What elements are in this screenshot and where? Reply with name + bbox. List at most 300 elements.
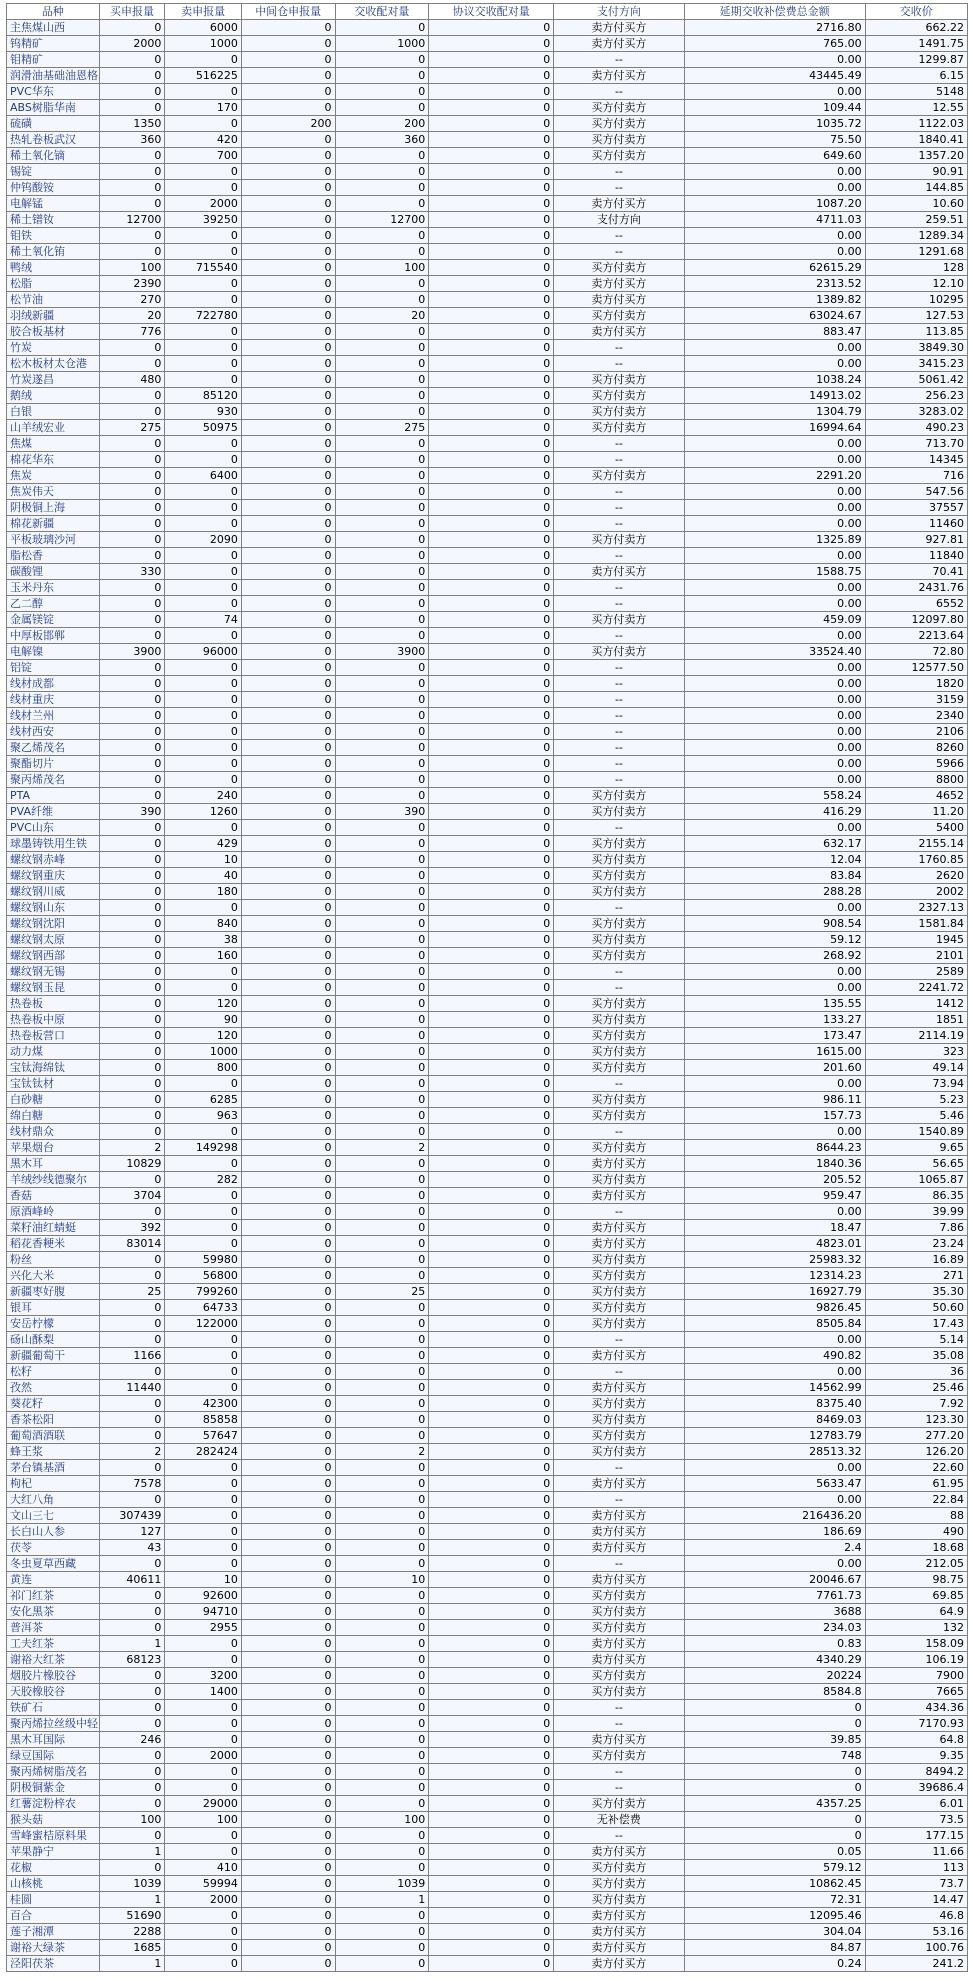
- variety-cell: 祁门红茶: [7, 1588, 100, 1604]
- intermediate-declared-cell: 0: [241, 836, 335, 852]
- payment-direction-cell: 买方付卖方: [554, 1684, 684, 1700]
- agreement-matched-cell: 0: [429, 932, 554, 948]
- delivery-matched-cell: 0: [335, 1316, 429, 1332]
- compensation-total-cell: 201.60: [684, 1060, 865, 1076]
- compensation-total-cell: 0.00: [684, 980, 865, 996]
- delivery-matched-cell: 0: [335, 148, 429, 164]
- delivery-matched-cell: 0: [335, 1780, 429, 1796]
- intermediate-declared-cell: 0: [241, 1012, 335, 1028]
- delivery-matched-cell: 0: [335, 692, 429, 708]
- compensation-total-cell: 0.83: [684, 1636, 865, 1652]
- delivery-price-cell: 1291.68: [865, 244, 967, 260]
- payment-direction-cell: --: [554, 692, 684, 708]
- table-row: [7, 1028, 968, 1044]
- agreement-matched-cell: 0: [429, 164, 554, 180]
- agreement-matched-cell: 0: [429, 1316, 554, 1332]
- delivery-price-cell: 12.10: [865, 276, 967, 292]
- buy-declared-cell: 0: [99, 516, 165, 532]
- variety-cell: 银耳: [7, 1300, 100, 1316]
- intermediate-declared-cell: 0: [241, 852, 335, 868]
- payment-direction-cell: --: [554, 84, 684, 100]
- buy-declared-cell: 83014: [99, 1236, 165, 1252]
- variety-cell: 螺纹钢沈阳: [7, 916, 100, 932]
- intermediate-declared-cell: 0: [241, 292, 335, 308]
- buy-declared-cell: 43: [99, 1540, 165, 1556]
- table-row: [7, 1124, 968, 1140]
- payment-direction-cell: 买方付卖方: [554, 1620, 684, 1636]
- delivery-price-cell: 50.60: [865, 1300, 967, 1316]
- delivery-price-cell: 3849.30: [865, 340, 967, 356]
- compensation-total-cell: 0.00: [684, 660, 865, 676]
- table-row: [7, 1476, 968, 1492]
- delivery-price-cell: 1491.75: [865, 36, 967, 52]
- payment-direction-cell: 买方付卖方: [554, 1604, 684, 1620]
- delivery-price-cell: 69.85: [865, 1588, 967, 1604]
- agreement-matched-cell: 0: [429, 692, 554, 708]
- delivery-price-cell: 73.5: [865, 1812, 967, 1828]
- sell-declared-cell: 2000: [165, 1892, 241, 1908]
- delivery-matched-cell: 0: [335, 884, 429, 900]
- delivery-matched-cell: 0: [335, 1428, 429, 1444]
- compensation-total-cell: 0: [684, 1764, 865, 1780]
- variety-cell: 稻花香粳米: [7, 1236, 100, 1252]
- sell-declared-cell: 0: [165, 292, 241, 308]
- buy-declared-cell: 0: [99, 724, 165, 740]
- agreement-matched-cell: 0: [429, 1444, 554, 1460]
- variety-cell: 中厚板邯郸: [7, 628, 100, 644]
- delivery-price-cell: 3415.23: [865, 356, 967, 372]
- variety-cell: 螺纹钢重庆: [7, 868, 100, 884]
- payment-direction-cell: 买方付卖方: [554, 1284, 684, 1300]
- buy-declared-cell: 2000: [99, 36, 165, 52]
- sell-declared-cell: 0: [165, 1220, 241, 1236]
- table-row: [7, 1588, 968, 1604]
- payment-direction-cell: --: [554, 772, 684, 788]
- agreement-matched-cell: 0: [429, 1188, 554, 1204]
- delivery-matched-cell: 0: [335, 452, 429, 468]
- delivery-matched-cell: 0: [335, 596, 429, 612]
- table-row: [7, 1748, 968, 1764]
- compensation-total-cell: 1615.00: [684, 1044, 865, 1060]
- payment-direction-cell: 卖方付买方: [554, 1924, 684, 1940]
- delivery-price-cell: 70.41: [865, 564, 967, 580]
- agreement-matched-cell: 0: [429, 804, 554, 820]
- agreement-matched-cell: 0: [429, 820, 554, 836]
- variety-cell: 新疆葡萄干: [7, 1348, 100, 1364]
- delivery-matched-cell: 0: [335, 84, 429, 100]
- sell-declared-cell: 0: [165, 564, 241, 580]
- col-header-delivery-price: 交收价: [865, 4, 967, 20]
- table-row: [7, 1060, 968, 1076]
- buy-declared-cell: 0: [99, 1396, 165, 1412]
- agreement-matched-cell: 0: [429, 1380, 554, 1396]
- variety-cell: 乙二醇: [7, 596, 100, 612]
- payment-direction-cell: 买方付卖方: [554, 468, 684, 484]
- table-row: [7, 372, 968, 388]
- delivery-matched-cell: 0: [335, 1716, 429, 1732]
- payment-direction-cell: --: [554, 340, 684, 356]
- compensation-total-cell: 1389.82: [684, 292, 865, 308]
- buy-declared-cell: 0: [99, 772, 165, 788]
- agreement-matched-cell: 0: [429, 1652, 554, 1668]
- compensation-total-cell: 4823.01: [684, 1236, 865, 1252]
- payment-direction-cell: --: [554, 164, 684, 180]
- delivery-matched-cell: 0: [335, 1540, 429, 1556]
- payment-direction-cell: 买方付卖方: [554, 836, 684, 852]
- variety-cell: 花椒: [7, 1860, 100, 1876]
- table-row: [7, 532, 968, 548]
- compensation-total-cell: 0.00: [684, 900, 865, 916]
- intermediate-declared-cell: 0: [241, 1396, 335, 1412]
- delivery-price-cell: 17.43: [865, 1316, 967, 1332]
- delivery-price-cell: 10.60: [865, 196, 967, 212]
- delivery-price-cell: 2106: [865, 724, 967, 740]
- variety-cell: 润滑油基础油恩格: [7, 68, 100, 84]
- intermediate-declared-cell: 0: [241, 1732, 335, 1748]
- delivery-matched-cell: 0: [335, 1252, 429, 1268]
- sell-declared-cell: 0: [165, 1348, 241, 1364]
- table-row: [7, 1668, 968, 1684]
- delivery-price-cell: 7.86: [865, 1220, 967, 1236]
- variety-cell: 螺纹钢玉昆: [7, 980, 100, 996]
- delivery-matched-cell: 0: [335, 1332, 429, 1348]
- col-header-intermediate-declared: 中间仓申报量: [241, 4, 335, 20]
- sell-declared-cell: 96000: [165, 644, 241, 660]
- variety-cell: 热卷板: [7, 996, 100, 1012]
- delivery-price-cell: 35.08: [865, 1348, 967, 1364]
- buy-declared-cell: 0: [99, 452, 165, 468]
- agreement-matched-cell: 0: [429, 1492, 554, 1508]
- buy-declared-cell: 0: [99, 660, 165, 676]
- payment-direction-cell: --: [554, 708, 684, 724]
- delivery-price-cell: 662.22: [865, 20, 967, 36]
- payment-direction-cell: 买方付卖方: [554, 788, 684, 804]
- variety-cell: 砀山酥梨: [7, 1332, 100, 1348]
- agreement-matched-cell: 0: [429, 1060, 554, 1076]
- compensation-total-cell: 579.12: [684, 1860, 865, 1876]
- payment-direction-cell: 买方付卖方: [554, 1092, 684, 1108]
- buy-declared-cell: 0: [99, 1556, 165, 1572]
- compensation-total-cell: 16927.79: [684, 1284, 865, 1300]
- variety-cell: 鸭绒: [7, 260, 100, 276]
- delivery-matched-cell: 0: [335, 1684, 429, 1700]
- agreement-matched-cell: 0: [429, 1476, 554, 1492]
- payment-direction-cell: 买方付卖方: [554, 1876, 684, 1892]
- intermediate-declared-cell: 0: [241, 1956, 335, 1972]
- compensation-total-cell: 0.00: [684, 628, 865, 644]
- delivery-price-cell: 6.01: [865, 1796, 967, 1812]
- compensation-total-cell: 0.00: [684, 356, 865, 372]
- intermediate-declared-cell: 0: [241, 1364, 335, 1380]
- buy-declared-cell: 1: [99, 1956, 165, 1972]
- variety-cell: 香菇: [7, 1188, 100, 1204]
- variety-cell: 百合: [7, 1908, 100, 1924]
- table-row: [7, 1348, 968, 1364]
- payment-direction-cell: 卖方付买方: [554, 1636, 684, 1652]
- table-row: [7, 356, 968, 372]
- intermediate-declared-cell: 0: [241, 820, 335, 836]
- table-row: [7, 404, 968, 420]
- compensation-total-cell: 0.00: [684, 1364, 865, 1380]
- delivery-price-cell: 18.68: [865, 1540, 967, 1556]
- sell-declared-cell: 0: [165, 1764, 241, 1780]
- delivery-price-cell: 1540.89: [865, 1124, 967, 1140]
- payment-direction-cell: 卖方付买方: [554, 1732, 684, 1748]
- sell-declared-cell: 1400: [165, 1684, 241, 1700]
- variety-cell: 热轧卷板武汉: [7, 132, 100, 148]
- compensation-total-cell: 959.47: [684, 1188, 865, 1204]
- payment-direction-cell: --: [554, 516, 684, 532]
- sell-declared-cell: 0: [165, 1492, 241, 1508]
- intermediate-declared-cell: 0: [241, 1940, 335, 1956]
- table-row: [7, 612, 968, 628]
- buy-declared-cell: 127: [99, 1524, 165, 1540]
- compensation-total-cell: 1325.89: [684, 532, 865, 548]
- agreement-matched-cell: 0: [429, 1684, 554, 1700]
- compensation-total-cell: 0.00: [684, 724, 865, 740]
- sell-declared-cell: 0: [165, 228, 241, 244]
- delivery-price-cell: 113: [865, 1860, 967, 1876]
- compensation-total-cell: 59.12: [684, 932, 865, 948]
- variety-cell: 莲子湘潭: [7, 1924, 100, 1940]
- payment-direction-cell: 买方付卖方: [554, 388, 684, 404]
- compensation-total-cell: 0.24: [684, 1956, 865, 1972]
- table-row: [7, 580, 968, 596]
- payment-direction-cell: --: [554, 1332, 684, 1348]
- sell-declared-cell: 120: [165, 996, 241, 1012]
- agreement-matched-cell: 0: [429, 1604, 554, 1620]
- variety-cell: 稀土镨钕: [7, 212, 100, 228]
- payment-direction-cell: 买方付卖方: [554, 116, 684, 132]
- compensation-total-cell: 12314.23: [684, 1268, 865, 1284]
- buy-declared-cell: 0: [99, 1604, 165, 1620]
- compensation-total-cell: 0: [684, 1700, 865, 1716]
- delivery-price-cell: 1820: [865, 676, 967, 692]
- variety-cell: 雪峰蜜桔原料果: [7, 1828, 100, 1844]
- delivery-price-cell: 86.35: [865, 1188, 967, 1204]
- intermediate-declared-cell: 0: [241, 980, 335, 996]
- payment-direction-cell: --: [554, 548, 684, 564]
- compensation-total-cell: 205.52: [684, 1172, 865, 1188]
- intermediate-declared-cell: 0: [241, 1300, 335, 1316]
- compensation-total-cell: 416.29: [684, 804, 865, 820]
- compensation-total-cell: 4357.25: [684, 1796, 865, 1812]
- payment-direction-cell: 买方付卖方: [554, 1172, 684, 1188]
- variety-cell: 长白山人参: [7, 1524, 100, 1540]
- delivery-matched-cell: 0: [335, 868, 429, 884]
- variety-cell: 棉花新疆: [7, 516, 100, 532]
- buy-declared-cell: 0: [99, 1316, 165, 1332]
- compensation-total-cell: 0.00: [684, 708, 865, 724]
- delivery-price-cell: 1357.20: [865, 148, 967, 164]
- table-row: [7, 484, 968, 500]
- compensation-total-cell: 12.04: [684, 852, 865, 868]
- delivery-matched-cell: 0: [335, 1476, 429, 1492]
- col-header-compensation-total: 延期交收补偿费总金额: [684, 4, 865, 20]
- sell-declared-cell: 799260: [165, 1284, 241, 1300]
- buy-declared-cell: 0: [99, 196, 165, 212]
- compensation-total-cell: 3688: [684, 1604, 865, 1620]
- table-row: [7, 1092, 968, 1108]
- buy-declared-cell: 360: [99, 132, 165, 148]
- compensation-total-cell: 0: [684, 1716, 865, 1732]
- delivery-matched-cell: 0: [335, 1156, 429, 1172]
- buy-declared-cell: 0: [99, 1092, 165, 1108]
- delivery-price-cell: 158.09: [865, 1636, 967, 1652]
- sell-declared-cell: 122000: [165, 1316, 241, 1332]
- delivery-matched-cell: 2: [335, 1444, 429, 1460]
- intermediate-declared-cell: 0: [241, 1412, 335, 1428]
- intermediate-declared-cell: 0: [241, 788, 335, 804]
- table-row: [7, 1572, 968, 1588]
- variety-cell: 焦炭: [7, 468, 100, 484]
- agreement-matched-cell: 0: [429, 276, 554, 292]
- sell-declared-cell: 0: [165, 324, 241, 340]
- table-row: [7, 276, 968, 292]
- buy-declared-cell: 7578: [99, 1476, 165, 1492]
- delivery-price-cell: 2327.13: [865, 900, 967, 916]
- sell-declared-cell: 0: [165, 1780, 241, 1796]
- table-row: [7, 324, 968, 340]
- table-row: [7, 100, 968, 116]
- variety-cell: 松脂: [7, 276, 100, 292]
- payment-direction-cell: 买方付卖方: [554, 1268, 684, 1284]
- intermediate-declared-cell: 0: [241, 996, 335, 1012]
- compensation-total-cell: 304.04: [684, 1924, 865, 1940]
- delivery-matched-cell: 0: [335, 1668, 429, 1684]
- variety-cell: 羽绒新疆: [7, 308, 100, 324]
- delivery-price-cell: 126.20: [865, 1444, 967, 1460]
- delivery-matched-cell: 0: [335, 1076, 429, 1092]
- delivery-price-cell: 1289.34: [865, 228, 967, 244]
- payment-direction-cell: 买方付卖方: [554, 1060, 684, 1076]
- table-row: [7, 1620, 968, 1636]
- intermediate-declared-cell: 0: [241, 244, 335, 260]
- table-row: [7, 852, 968, 868]
- delivery-price-cell: 5.46: [865, 1108, 967, 1124]
- variety-cell: 聚乙烯茂名: [7, 740, 100, 756]
- compensation-total-cell: 72.31: [684, 1892, 865, 1908]
- sell-declared-cell: 0: [165, 116, 241, 132]
- agreement-matched-cell: 0: [429, 1108, 554, 1124]
- intermediate-declared-cell: 0: [241, 628, 335, 644]
- intermediate-declared-cell: 0: [241, 484, 335, 500]
- payment-direction-cell: --: [554, 1204, 684, 1220]
- compensation-total-cell: 490.82: [684, 1348, 865, 1364]
- sell-declared-cell: 120: [165, 1028, 241, 1044]
- payment-direction-cell: 买方付卖方: [554, 1012, 684, 1028]
- buy-declared-cell: 0: [99, 1700, 165, 1716]
- payment-direction-cell: --: [554, 52, 684, 68]
- agreement-matched-cell: 0: [429, 1092, 554, 1108]
- delivery-price-cell: 12097.80: [865, 612, 967, 628]
- payment-direction-cell: 买方付卖方: [554, 868, 684, 884]
- variety-cell: 线材西安: [7, 724, 100, 740]
- variety-cell: 球墨铸铁用生铁: [7, 836, 100, 852]
- delivery-matched-cell: 0: [335, 980, 429, 996]
- buy-declared-cell: 0: [99, 180, 165, 196]
- sell-declared-cell: 50975: [165, 420, 241, 436]
- intermediate-declared-cell: 0: [241, 1700, 335, 1716]
- sell-declared-cell: 0: [165, 516, 241, 532]
- variety-cell: 钼精矿: [7, 52, 100, 68]
- agreement-matched-cell: 0: [429, 1140, 554, 1156]
- compensation-total-cell: 234.03: [684, 1620, 865, 1636]
- variety-cell: 安岳柠檬: [7, 1316, 100, 1332]
- delivery-price-cell: 2589: [865, 964, 967, 980]
- buy-declared-cell: 0: [99, 1412, 165, 1428]
- buy-declared-cell: 0: [99, 1028, 165, 1044]
- sell-declared-cell: 0: [165, 548, 241, 564]
- agreement-matched-cell: 0: [429, 1780, 554, 1796]
- payment-direction-cell: --: [554, 1124, 684, 1140]
- agreement-matched-cell: 0: [429, 900, 554, 916]
- payment-direction-cell: 买方付卖方: [554, 372, 684, 388]
- agreement-matched-cell: 0: [429, 868, 554, 884]
- variety-cell: 竹炭: [7, 340, 100, 356]
- buy-declared-cell: 1: [99, 1892, 165, 1908]
- table-row: [7, 1844, 968, 1860]
- intermediate-declared-cell: 0: [241, 804, 335, 820]
- variety-cell: 线材兰州: [7, 708, 100, 724]
- table-row: [7, 772, 968, 788]
- agreement-matched-cell: 0: [429, 212, 554, 228]
- intermediate-declared-cell: 0: [241, 260, 335, 276]
- compensation-total-cell: 12783.79: [684, 1428, 865, 1444]
- intermediate-declared-cell: 0: [241, 516, 335, 532]
- compensation-total-cell: 28513.32: [684, 1444, 865, 1460]
- buy-declared-cell: 0: [99, 404, 165, 420]
- buy-declared-cell: 0: [99, 1588, 165, 1604]
- variety-cell: 脂松香: [7, 548, 100, 564]
- buy-declared-cell: 68123: [99, 1652, 165, 1668]
- compensation-total-cell: 8375.40: [684, 1396, 865, 1412]
- variety-cell: 香茶松阳: [7, 1412, 100, 1428]
- compensation-total-cell: 8505.84: [684, 1316, 865, 1332]
- agreement-matched-cell: 0: [429, 532, 554, 548]
- variety-cell: 螺纹钢太原: [7, 932, 100, 948]
- compensation-total-cell: 20046.67: [684, 1572, 865, 1588]
- compensation-total-cell: 649.60: [684, 148, 865, 164]
- buy-declared-cell: 0: [99, 1796, 165, 1812]
- buy-declared-cell: 0: [99, 628, 165, 644]
- payment-direction-cell: 买方付卖方: [554, 100, 684, 116]
- variety-cell: 泾阳茯茶: [7, 1956, 100, 1972]
- sell-declared-cell: 0: [165, 1908, 241, 1924]
- delivery-matched-cell: 0: [335, 1636, 429, 1652]
- buy-declared-cell: 0: [99, 964, 165, 980]
- delivery-price-cell: 1412: [865, 996, 967, 1012]
- intermediate-declared-cell: 0: [241, 1604, 335, 1620]
- table-row: [7, 244, 968, 260]
- delivery-price-cell: 1851: [865, 1012, 967, 1028]
- sell-declared-cell: 56800: [165, 1268, 241, 1284]
- delivery-matched-cell: 0: [335, 852, 429, 868]
- agreement-matched-cell: 0: [429, 1156, 554, 1172]
- compensation-total-cell: 7761.73: [684, 1588, 865, 1604]
- delivery-price-cell: 1760.85: [865, 852, 967, 868]
- compensation-total-cell: 135.55: [684, 996, 865, 1012]
- payment-direction-cell: 买方付卖方: [554, 1748, 684, 1764]
- compensation-total-cell: 0.00: [684, 452, 865, 468]
- delivery-matched-cell: 0: [335, 1380, 429, 1396]
- intermediate-declared-cell: 0: [241, 1380, 335, 1396]
- variety-cell: 螺纹钢川威: [7, 884, 100, 900]
- variety-cell: 谢裕大绿茶: [7, 1940, 100, 1956]
- variety-cell: 绿豆国际: [7, 1748, 100, 1764]
- buy-declared-cell: 0: [99, 164, 165, 180]
- table-row: [7, 1412, 968, 1428]
